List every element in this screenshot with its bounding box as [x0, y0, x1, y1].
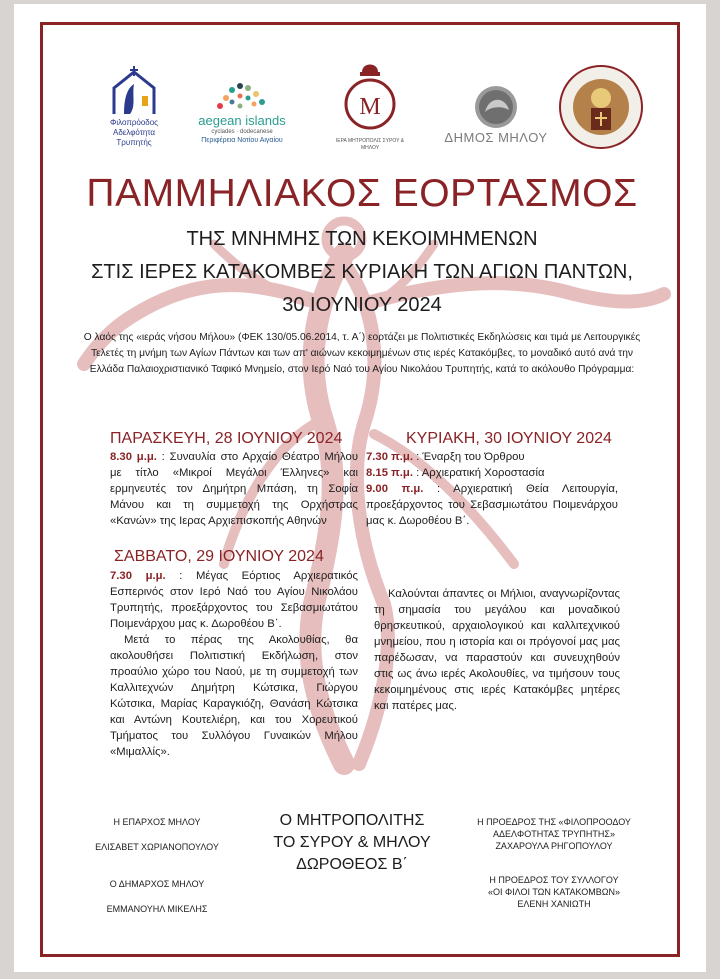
sunday-heading: ΚΥΡΙΑΚΗ, 30 ΙΟΥΝΙΟΥ 2024 [406, 430, 612, 447]
signature-name: ΕΜΜΑΝΟΥΗΛ ΜΙΚΕΛΗΣ [106, 904, 208, 914]
friday-text: : Συναυλία στο Αρχαίο Θέατρο Μήλου με τίτλο «Μικροί Μεγάλοι Έλληνες» και ερμηνευτές τον Δημήτρη Μπάση, τη Σοφία Μάνου και τη συμμετοχή της Ορχήστρας «Κανών» της Ιερας Αρχιεπισκοπής Αθηνών [110, 451, 358, 527]
signature-line: Ο ΜΗΤΡΟΠΟΛΙΤΗΣ [279, 812, 425, 829]
signature-line: Η ΠΡΟΕΔΡΟΣ ΤΟΥ ΣΥΛΛΟΓΟΥ [489, 875, 619, 885]
signature-role: Ο ΔΗΜΑΡΧΟΣ ΜΗΛΟΥ [109, 879, 205, 889]
intro-paragraph: Ο λαός της «ιεράς νήσου Μήλου» (ΦΕΚ 130/05.06.2014, τ. Α΄) εορτάζει με Πολιτιστικές Εκδηλώσεις και τιμά με Λειτουργικές Τελετές τη μνήμη των Αγίων Πάντων και των απ' αιώνων κεκοιμημένων στις ιερές Κατακόμβες, το μοναδικό αυτό ανά την Ελλάδα Παλαιοχριστιανικό Ταφικό Μνημείο, στον Ιερό Ναό του Αγίου Νικολάου Τρυπητής, κατά το ακόλουθο Πρόγραμμα: [83, 332, 641, 375]
sunday-item-time: 8.15 π.μ. [366, 467, 413, 479]
signature-role: Η ΕΠΑΡΧΟΣ ΜΗΛΟΥ [113, 817, 201, 827]
main-title: ΠΑΜΜΗΛΙΑΚΟΣ ΕΟΡΤΑΣΜΟΣ [86, 172, 638, 215]
dimos-name: ΔΗΜΟΣ ΜΗΛΟΥ [444, 130, 548, 145]
coin-icon [469, 84, 523, 130]
saturday-vespers [110, 568, 358, 632]
mitre-monogram-icon [340, 58, 400, 138]
sunday-item [366, 465, 618, 481]
friday-heading: ΠΑΡΑΣΚΕΥΗ, 28 ΙΟΥΝΙΟΥ 2024 [110, 430, 343, 447]
signature-eparch [72, 816, 242, 853]
metropolis-caption: ΙΕΡΑ ΜΗΤΡΟΠΟΛΙΣ ΣΥΡΟΥ & ΜΗΛΟΥ [335, 138, 405, 151]
signature-line: ΖΑΧΑΡΟΥΛΑ ΡΗΓΟΠΟΥΛΟΥ [495, 841, 613, 851]
signature-line: ΕΛΕΝΗ ΧΑΝΙΩΤΗ [517, 899, 591, 909]
syllogos-logo [558, 64, 644, 150]
aegean-tag: cyclades · dodecanese [211, 129, 273, 135]
signature-line: Η ΠΡΟΕΔΡΟΣ ΤΗΣ «ΦΙΛΟΠΡΟΟΔΟΥ [477, 817, 631, 827]
sunday-item-text: : Αρχιερατική Θεία Λειτουργία, προεξάρχοντος του Σεβασμιωτάτου Ποιμενάρχου μας κ. Δωροθέου Β΄. [366, 483, 619, 527]
saturday-time: 7.30 μ.μ. [110, 570, 166, 582]
aegean-islands-logo [192, 78, 292, 152]
signature-philoproodos-president [464, 816, 644, 852]
icon-saint-seal-icon [558, 64, 644, 150]
signature-line: ΑΔΕΛΦΟΤΗΤΑΣ ΤΡΥΠΗΤΗΣ» [492, 829, 615, 839]
church-icon [106, 66, 162, 118]
signature-name: ΕΛΙΣΑΒΕΤ ΧΩΡΙΑΝΟΠΟΥΛΟΥ [95, 842, 219, 852]
poster [14, 4, 706, 972]
saturday-event: Μετά το πέρας της Ακολουθίας, θα ακολουθήσει Πολιτιστική Εκδήλωση, στον προαύλιο χώρο του Ναού, με τη συμμετοχή των Καλλιτεχνών Δημήτρη Κώτσικα, Γιώργου Κώτσικα, Μαρίας Καραγκιόζη, Θανάση Κώτσικα και Αντώνη Κουτελιέρη, και του Χορευτικού Τμήματος του Συλλόγου Γυναικών Μήλου «Μιμαλλίς». [110, 634, 358, 758]
friday-time: 8.30 μ.μ. [110, 451, 157, 463]
sunday-item-time: 7.30 π.μ. [366, 451, 413, 463]
philoproodos-line3: Τρυπητής [116, 138, 152, 147]
subtitle-line-1: ΤΗΣ ΜΝΗΜΗΣ ΤΩΝ ΚΕΚΟΙΜΗΜΕΝΩΝ [186, 228, 538, 250]
signature-metropolitan [272, 810, 432, 876]
philoproodos-line1: Φιλοπρόοδος [109, 118, 159, 127]
aegean-dots-icon [212, 78, 272, 114]
svg-text:Μ: Μ [359, 94, 381, 120]
signature-catacombs-president [464, 874, 644, 910]
subtitle-date: 30 ΙΟΥΝΙΟΥ 2024 [282, 294, 442, 316]
philoproodos-line2: Αδελφότητα [112, 128, 155, 137]
metropolis-logo [334, 58, 406, 150]
signature-line: ΤΟ ΣΥΡΟΥ & ΜΗΛΟΥ [273, 834, 431, 851]
invitation-paragraph: Καλούνται άπαντες οι Μήλιοι, αναγνωρίζοντας τη σημασία του μεγάλου και μοναδικού θρησκευτικού, αρχαιολογικού και καλλιτεχνικού μνημείου, που η ιστορία και οι πρόγονοί μας μας παρέδωσαν, να παραστούν και συνευχηθούν στις ως άνω ιερές Ακολουθίες, να τιμήσουν τους κεκοιμημένους στις ιερές Κατακόμβες μητέρες και πατέρες μας. [374, 588, 620, 712]
saturday-program [110, 568, 358, 760]
signature-line: «ΟΙ ΦΙΛΟΙ ΤΩΝ ΚΑΤΑΚΟΜΒΩΝ» [487, 887, 621, 897]
saturday-heading: ΣΑΒΒΑΤΟ, 29 ΙΟΥΝΙΟΥ 2024 [114, 548, 324, 565]
signature-line: ΔΩΡΟΘΕΟΣ Β΄ [296, 856, 408, 873]
friday-program [110, 449, 358, 529]
sunday-program [366, 449, 618, 529]
aegean-name: aegean islands [198, 113, 286, 128]
sunday-item-time: 9.00 π.μ. [366, 483, 424, 495]
philoproodos-logo [94, 66, 174, 152]
sunday-item [366, 481, 618, 529]
subtitle-line-2: ΣΤΙΣ ΙΕΡΕΣ ΚΑΤΑΚΟΜΒΕΣ ΚΥΡΙΑΚΗ ΤΩΝ ΑΓΙΩΝ ΠΑΝΤΩΝ, [91, 261, 633, 283]
sunday-item-text: : Έναρξη του Όρθρου [412, 451, 525, 463]
signature-mayor [72, 878, 242, 915]
sunday-item-text: : Αρχιερατική Χοροστασία [412, 467, 545, 479]
dimos-milou-logo [444, 84, 548, 154]
aegean-region: Περιφέρεια Νοτίου Αιγαίου [201, 137, 283, 144]
saturday-text: : Μέγας Εόρτιος Αρχιερατικός Εσπερινός στον Ιερό Ναό του Αγίου Νικολάου Τρυπητής, προεξάρχοντος του Σεβασμιωτάτου Ποιμενάρχου μας κ. Δωροθέου Β΄. [110, 570, 359, 630]
sunday-item [366, 449, 618, 465]
